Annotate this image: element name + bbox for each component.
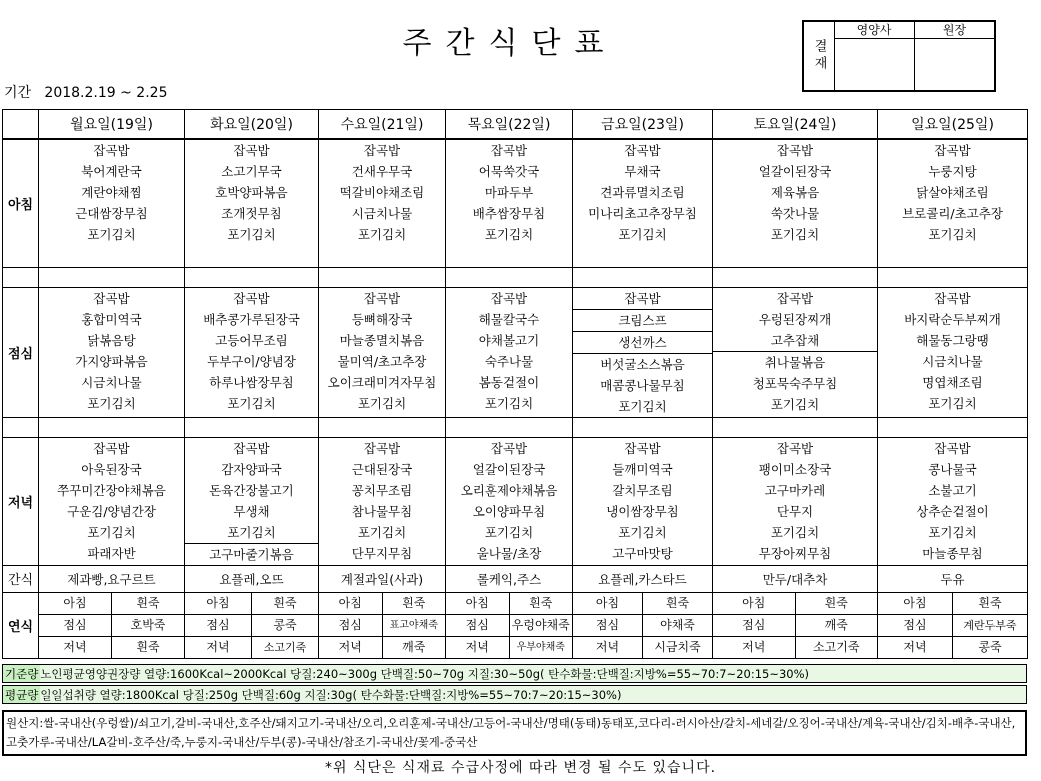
soft-food: 콩죽 [978,639,1002,654]
menu-cell [185,139,319,267]
approval-label: 결재 [804,22,835,90]
menu-item: 포기김치 [618,227,667,242]
snack-row [3,565,1028,592]
day-header: 금요일(23일) [573,110,713,140]
menu-item: 야채볼고기 [478,332,540,348]
balance-band [2,685,1027,704]
soft-food: 소고기죽 [813,639,860,654]
menu-item: 조개젓무침 [221,206,282,221]
menu-item: 호박양파볶음 [215,185,288,200]
menu-item: 미나리초고추장무침 [588,206,697,221]
snack-cell: 두유 [878,565,1028,592]
soft-food: 야채죽 [660,617,695,632]
menu-item: 숙주나물 [484,353,534,369]
menu-cell [185,437,319,565]
menu-item: 고구마줄기볶음 [185,543,318,565]
menu-item: 물미역/초고추장 [337,353,427,369]
menu-item: 포기김치 [484,227,534,242]
approval-dietitian [834,22,915,90]
menu-item: 잡곡밥 [934,290,971,306]
menu-item: 냉이쌈장무침 [606,503,679,519]
menu-item: 포기김치 [87,227,136,242]
menu-item: 배추콩가루된장국 [203,311,300,327]
balance-text: 일일섭취량 열량:1800Kcal 당질:250g 단백질:60g 지질:30g( 탄수화물:단백질:지방%=55~70:7~20:15~30%) [40,688,622,702]
menu-item: 잡곡밥 [233,290,270,306]
soft-food: 흰죽 [402,595,426,610]
meal-label-breakfast: 아침 [3,139,39,267]
menu-item: 잡곡밥 [776,440,814,456]
menu-item: 어묵쑥갓국 [478,164,540,179]
approval-director-label: 원장 [915,22,994,39]
menu-item: 얼갈이된장국 [758,164,832,179]
menu-item: 포기김치 [357,395,407,411]
soft-cell [446,636,573,658]
menu-item: 잡곡밥 [363,440,401,456]
approval-director [915,22,994,90]
soft-meal: 저녁 [573,637,643,658]
menu-item: 잡곡밥 [490,290,528,306]
menu-item: 시금치나물 [922,353,983,369]
menu-item: 들깨미역국 [612,461,673,477]
soft-meal: 저녁 [713,637,796,658]
approval-box [802,20,996,92]
menu-item: 떡갈비야채조림 [339,185,425,200]
soft-meal: 아침 [878,593,953,614]
soft-meal: 점심 [878,615,953,636]
soft-cell [573,636,713,658]
soft-row [3,614,1028,636]
soft-food: 표고야채죽 [389,619,438,631]
menu-item: 고구마카레 [764,482,826,498]
menu-item: 잡곡밥 [934,143,971,158]
menu-item: 두부구이/양념장 [207,353,296,369]
soft-food: 우렁야채죽 [511,617,570,632]
snack-cell: 요플레,오뜨 [185,565,319,592]
soft-meal: 저녁 [39,637,112,658]
period-value: 2018.2.19 ~ 2.25 [44,85,168,101]
soft-cell [446,614,573,636]
menu-item: 명엽채조림 [922,374,983,390]
menu-cell [573,437,713,565]
menu-item: 포기김치 [227,395,276,411]
soft-cell [573,592,713,614]
menu-item: 포기김치 [928,524,977,540]
lunch-row [3,287,1028,417]
period [4,82,167,102]
menu-item: 포기김치 [928,227,977,242]
soft-food: 흰죽 [529,595,553,610]
menu-item: 계란야채찜 [81,185,142,200]
day-header: 토요일(24일) [713,110,878,140]
soft-food: 흰죽 [273,595,297,610]
soft-cell [39,614,185,636]
menu-item: 쑥갓나물 [770,206,820,221]
soft-cell [713,614,878,636]
menu-cell [39,139,185,267]
menu-item: 포기김치 [227,227,276,242]
menu-cell [319,437,446,565]
menu-item: 닭살야채조림 [916,185,989,200]
menu-item: 잡곡밥 [93,143,130,158]
corner-cell [3,110,39,140]
soft-meal: 점심 [573,615,643,636]
menu-item: 건새우무국 [351,164,413,179]
menu-item: 매콤콩나물무침 [600,377,685,393]
menu-item: 잡곡밥 [934,440,971,456]
soft-row [3,592,1028,614]
menu-item: 꽁치무조림 [351,482,413,498]
menu-item: 견과류멸치조림 [600,185,685,200]
menu-cell [573,287,713,417]
menu-item: 아욱된장국 [81,461,142,477]
soft-meal: 점심 [319,615,383,636]
menu-item: 근대된장국 [351,461,413,477]
menu-item: 바지락순두부찌개 [904,311,1001,327]
soft-meal: 저녁 [878,637,953,658]
menu-item: 포기김치 [484,395,534,411]
menu-item: 울나물/초장 [476,545,542,561]
soft-meal: 저녁 [319,637,383,658]
menu-cell [713,437,878,565]
menu-item: 잡곡밥 [93,440,130,456]
soft-cell [185,636,319,658]
menu-item: 마늘종무침 [922,545,983,561]
menu-item: 해물동그랑땡 [916,332,989,348]
menu-item: 해물칼국수 [478,311,540,327]
soft-food: 흰죽 [824,595,848,610]
soft-food: 흰죽 [978,595,1002,610]
menu-item: 잡곡밥 [490,440,528,456]
soft-cell [446,592,573,614]
menu-cell [319,139,446,267]
menu-cell [878,139,1028,267]
menu-item: 갈치무조림 [612,482,673,498]
day-header: 일요일(25일) [878,110,1028,140]
menu-item: 무생채 [233,503,270,519]
menu-item: 포기김치 [357,524,407,540]
menu-item: 포기김치 [770,227,820,242]
soft-meal: 점심 [713,615,796,636]
origin-info: 원산지:쌀-국내산(우렁쌀)/쇠고기,갈비-국내산,호주산/돼지고기-국내산/오리,오리훈제-국내산/고등어-국내산/명태(동태)동태포,코다리-러시아산/갈치-세네갈/오징어-국내산/계육-국내산/김치-배추-국내산,고춧가루-국내산/LA갈비-호주산/죽,누룽지-국내산/두부(콩)-국내산/참조기-국내산/꽃게-중국산 [2,710,1027,756]
menu-cell [713,139,878,267]
menu-item: 잡곡밥 [573,288,712,310]
menu-item: 포기김치 [770,524,820,540]
menu-item: 고추잡채 [713,330,877,352]
menu-item: 잡곡밥 [624,143,661,158]
menu-item: 포기김치 [357,227,407,242]
menu-item: 시금치나물 [81,374,142,390]
day-header: 월요일(19일) [39,110,185,140]
snack-cell: 제과빵,요구르트 [39,565,185,592]
soft-food: 흰죽 [665,595,690,610]
menu-item: 마늘종멸치볶음 [339,332,425,348]
soft-meal: 저녁 [446,637,510,658]
menu-item: 등뼈해장국 [351,311,413,327]
period-label: 기간 [4,85,32,101]
soft-food: 시금치죽 [654,639,701,654]
meal-label-soft: 연식 [3,592,39,658]
soft-meal: 아침 [446,593,510,614]
menu-item: 상추순겉절이 [916,503,989,519]
day-header-row [3,110,1028,140]
menu-item: 잡곡밥 [776,290,814,306]
menu-item: 시금치나물 [351,206,413,221]
menu-item: 잡곡밥 [93,290,130,306]
menu-item: 무장아찌무침 [758,545,832,561]
soft-cell [878,592,1028,614]
soft-food: 깨죽 [402,639,426,654]
day-header: 목요일(22일) [446,110,573,140]
menu-item: 크림스프 [573,310,712,332]
meal-label-snack: 간식 [3,565,39,592]
menu-item: 북어계란국 [81,164,142,179]
menu-item: 배추쌈장무침 [472,206,546,221]
menu-item: 잡곡밥 [363,143,401,158]
menu-cell [446,139,573,267]
menu-item: 고등어무조림 [215,332,288,348]
menu-item: 돈육간장불고기 [209,482,294,498]
day-header: 화요일(20일) [185,110,319,140]
menu-item: 마파두부 [484,185,534,200]
menu-item: 잡곡밥 [233,440,270,456]
menu-cell [878,287,1028,417]
soft-food: 계란두부죽 [963,618,1017,632]
menu-item: 단무지무침 [351,545,413,561]
soft-meal: 아침 [573,593,643,614]
menu-item: 단무지 [776,503,814,519]
menu-item: 파래자반 [87,545,136,561]
menu-item: 우렁된장찌개 [758,311,832,327]
menu-item: 오이양파무침 [472,503,546,519]
menu-item: 근대쌈장무침 [75,206,148,221]
snack-cell: 롤케익,주스 [446,565,573,592]
menu-item: 포기김치 [618,398,667,414]
menu-item: 홍합미역국 [81,311,142,327]
balance-tag: 평균량 [3,686,40,704]
menu-item: 잡곡밥 [490,143,528,158]
soft-cell [713,592,878,614]
soft-food: 흰죽 [136,595,160,610]
meal-label-dinner: 저녁 [3,437,39,565]
menu-item: 포기김치 [484,524,534,540]
menu-item: 구운김/양념간장 [67,503,156,519]
soft-cell [185,592,319,614]
menu-cell [446,437,573,565]
menu-item: 생선까스 [573,332,712,354]
menu-item: 봄동겉절이 [478,374,540,390]
menu-item: 가지양파볶음 [75,353,148,369]
soft-cell [878,614,1028,636]
menu-item: 소불고기 [928,482,977,498]
menu-cell [878,437,1028,565]
soft-row [3,636,1028,658]
snack-cell: 계절과일(사과) [319,565,446,592]
footer-note: *위 식단은 식재료 수급사정에 따라 변경 될 수도 있습니다. [324,760,717,776]
menu-item: 잡곡밥 [363,290,401,306]
soft-cell [573,614,713,636]
standard-band [2,664,1027,683]
menu-item: 포기김치 [87,395,136,411]
soft-food: 흰죽 [136,639,160,654]
menu-item: 잡곡밥 [233,143,270,158]
soft-cell [39,636,185,658]
soft-cell [319,592,446,614]
meal-label-lunch: 점심 [3,287,39,417]
soft-cell [39,592,185,614]
soft-food: 우부야채죽 [516,641,565,653]
menu-item: 제육볶음 [770,185,820,200]
breakfast-row [3,139,1028,267]
menu-item: 팽이미소장국 [758,461,832,477]
menu-item: 청포묵숙주무침 [752,375,838,391]
menu-item: 무채국 [624,164,661,179]
menu-item: 잡곡밥 [776,143,814,158]
soft-cell [319,614,446,636]
soft-meal: 저녁 [185,637,252,658]
soft-meal: 점심 [39,615,112,636]
day-header: 수요일(21일) [319,110,446,140]
menu-item: 소고기무국 [221,164,282,179]
soft-food: 호박죽 [130,617,166,632]
menu-item: 포기김치 [928,395,977,411]
menu-item: 포기김치 [87,524,136,540]
standard-tag: 기준량 [3,665,40,683]
soft-food: 콩죽 [273,617,297,632]
soft-meal: 아침 [713,593,796,614]
soft-meal: 점심 [446,615,510,636]
menu-item: 감자양파국 [221,461,282,477]
menu-cell [573,139,713,267]
menu-item: 포기김치 [618,524,667,540]
soft-cell [713,636,878,658]
menu-item: 쭈꾸미간장야채볶음 [57,482,166,498]
soft-cell [319,636,446,658]
menu-item: 닭볶음탕 [87,332,136,348]
menu-cell [319,287,446,417]
menu-item: 누룽지탕 [928,164,977,179]
menu-cell [39,437,185,565]
menu-item: 오이크래미겨자무침 [327,374,437,390]
menu-item: 콩나물국 [928,461,977,477]
menu-cell [185,287,319,417]
soft-meal: 점심 [185,615,252,636]
snack-cell: 만두/대추차 [713,565,878,592]
menu-item: 고구마맛탕 [612,545,673,561]
menu-item: 브로콜리/초고추장 [902,206,1003,221]
soft-meal: 아침 [185,593,252,614]
menu-cell [446,287,573,417]
spacer-row [3,417,1028,437]
dinner-row [3,437,1028,565]
menu-item: 취나물볶음 [764,354,826,370]
menu-cell [713,287,878,417]
soft-meal: 아침 [319,593,383,614]
menu-item: 참나물무침 [351,503,413,519]
menu-item: 오리훈제야채볶음 [460,482,558,498]
menu-item: 하루나쌈장무침 [209,374,294,390]
menu-item: 얼갈이된장국 [472,461,546,477]
soft-food: 소고기죽 [263,640,307,654]
menu-item: 버섯굴소스볶음 [600,356,685,372]
approval-dietitian-label: 영양사 [834,22,914,39]
menu-item: 포기김치 [227,524,276,540]
menu-item: 포기김치 [770,396,820,412]
soft-food: 깨죽 [824,617,848,632]
soft-meal: 아침 [39,593,112,614]
standard-text: 노인평균영양권장량 열량:1600Kcal~2000Kcal 당질:240~300g 단백질:50~70g 지질:30~50g( 탄수화물:단백질:지방%=55~70:7~20:15~30%) [40,667,810,681]
page-title: 주간식단표 [402,26,618,61]
menu-item: 잡곡밥 [624,440,661,456]
menu-cell [39,287,185,417]
soft-cell [878,636,1028,658]
snack-cell: 요플레,카스타드 [573,565,713,592]
spacer-row [3,267,1028,287]
menu-table [2,109,1028,659]
soft-cell [185,614,319,636]
